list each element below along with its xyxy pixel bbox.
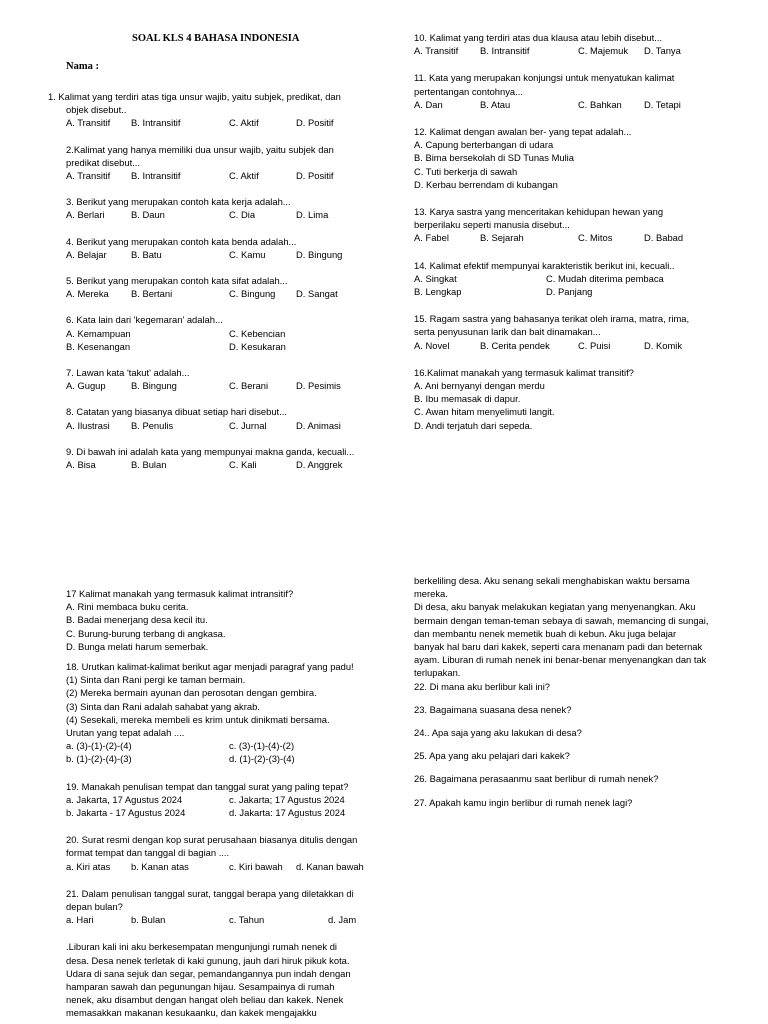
option: D. Animasi [296, 419, 341, 431]
question-text: 17 Kalimat manakah yang termasuk kalimat intransitif? [66, 588, 294, 599]
option-row [66, 913, 386, 926]
option: A. Belajar [66, 248, 107, 260]
essay-question: 23. Bagaimana suasana desa nenek? [414, 703, 572, 715]
option: A. Transitif [414, 45, 459, 57]
option: C. Aktif [229, 170, 259, 181]
option-row [414, 98, 744, 111]
question-text: berperilaku seperti manusia disebut... [414, 219, 570, 231]
option-row [414, 231, 744, 244]
option: A. Dan [414, 98, 443, 110]
option: D. Komik [644, 339, 683, 351]
right-top-questions [414, 31, 744, 432]
left-top-questions [48, 90, 378, 471]
option-row [48, 419, 378, 432]
left-bottom-questions [66, 587, 386, 1020]
option: b. (1)-(2)-(4)-(3) [66, 753, 132, 765]
option: A. Novel [414, 339, 450, 351]
question-text: 20. Surat resmi dengan kop surat perusahaan biasanya ditulis dengan [66, 834, 358, 846]
question-text: (3) Sinta dan Rani adalah sahabat yang akrab. [66, 700, 260, 712]
question-block [48, 405, 378, 431]
option: B. Lengkap [414, 285, 462, 297]
question-text: objek disebut.. [66, 104, 127, 116]
option-row [48, 169, 378, 182]
option: C. Majemuk [578, 45, 629, 57]
option: D. Pesimis [296, 380, 341, 392]
option-row [48, 287, 378, 300]
option: D. Bingung [296, 248, 343, 260]
question-text: predikat disebut... [66, 156, 141, 168]
option: B. Daun [131, 209, 165, 221]
question-text: serta penyusunan larik dan bait dinamakan... [414, 326, 601, 338]
question-text: 3. Berikut yang merupakan contoh kata kerja adalah... [66, 196, 291, 208]
essay-question: 27. Apakah kamu ingin berlibur di rumah nenek lagi? [414, 796, 633, 808]
question-text: (2) Mereka bermain ayunan dan perosotan dengan gembira. [66, 687, 317, 699]
option: B. Intransitif [131, 170, 181, 181]
option: D. Panjang [546, 285, 593, 297]
option: B. Penulis [131, 419, 174, 431]
question-19 [66, 780, 386, 820]
story-line: dan membantu nenek memetik buah di kebun. Aku juga belajar [414, 627, 677, 639]
option-row [414, 272, 744, 285]
option: C. Bahkan [578, 98, 622, 110]
story-line: .Liburan kali ini aku berkesempatan mengunjungi rumah nenek di [66, 941, 338, 953]
story-continuation [414, 574, 744, 680]
question-text: D. Kerbau berrendam di kubangan [414, 178, 558, 190]
option: A. Singkat [414, 272, 457, 284]
option: B. Bulan [131, 458, 167, 470]
option: C. Aktif [229, 117, 259, 129]
question-block [48, 90, 378, 130]
question-text: format tempat dan tanggal di bagian .... [66, 847, 230, 859]
option: C. Kebencian [229, 327, 286, 339]
question-text: A. Ani bernyanyi dengan merdu [414, 379, 545, 391]
question-text: 13. Karya sastra yang menceritakan kehidupan hewan yang [414, 206, 664, 217]
story-line: hamparan sawah dan pegunungan hijau. Sesampainya di rumah [66, 980, 335, 992]
question-text: B. Ibu memasak di dapur. [414, 393, 521, 405]
option: D. Babad [644, 232, 684, 244]
option: D. Lima [296, 209, 329, 221]
option: A. Gugup [66, 380, 106, 392]
question-block [48, 313, 378, 353]
question-block [414, 31, 744, 57]
option-row [48, 327, 378, 340]
option: D. Tetapi [644, 98, 681, 110]
question-text: C. Awan hitam menyelimuti langit. [414, 406, 555, 418]
question-block [414, 312, 744, 352]
story-passage [66, 940, 386, 1019]
option: d. Kanan bawah [296, 860, 364, 872]
option-row [66, 860, 386, 873]
question-block [414, 71, 744, 111]
option-row [48, 248, 378, 261]
question-block [48, 366, 378, 392]
essay-question: 22. Di mana aku berlibur kali ini? [414, 680, 551, 692]
question-text: D. Bunga melati harum semerbak. [66, 640, 209, 652]
option-row [48, 116, 378, 129]
story-line: terlupakan. [414, 667, 461, 679]
option: A. Transitif [66, 117, 111, 129]
question-text: 11. Kata yang merupakan konjungsi untuk menyatukan kalimat [414, 72, 675, 84]
question-block [414, 205, 744, 245]
question-text: 16.Kalimat manakah yang termasuk kalimat transitif? [414, 366, 634, 378]
question-block [414, 366, 744, 432]
option: B. Bertani [131, 288, 173, 300]
option: b. Bulan [131, 914, 166, 926]
story-line: mereka. [414, 588, 448, 600]
question-block [414, 259, 744, 299]
story-line: banyak hal baru dari kakek, seperti cara menanam padi dan beternak [414, 641, 703, 653]
question-text: 2.Kalimat yang hanya memiliki dua unsur wajib, yaitu subjek dan [66, 143, 334, 155]
question-text: C. Burung-burung terbang di angkasa. [66, 627, 226, 639]
option: c. (3)-(1)-(4)-(2) [229, 740, 295, 752]
question-20 [66, 833, 386, 873]
option-row [66, 739, 386, 752]
story-line: ayam. Liburan di rumah nenek ini benar-benar menyenangkan dan tak [414, 654, 707, 666]
question-block [48, 235, 378, 261]
option: c. Jakarta; 17 Agustus 2024 [229, 793, 345, 805]
option: C. Puisi [578, 339, 611, 351]
question-text: depan bulan? [66, 900, 123, 912]
option: B. Cerita pendek [480, 339, 550, 351]
right-bottom-section [414, 574, 744, 809]
question-text: D. Andi terjatuh dari sepeda. [414, 419, 533, 431]
story-line: nenek, aku disambut dengan hangat oleh beliau dan kakek. Nenek [66, 994, 344, 1006]
question-text: B. Bima bersekolah di SD Tunas Mulia [414, 152, 574, 164]
question-text: 6. Kata lain dari 'kegemaran' adalah... [66, 314, 223, 326]
option: B. Intransitif [131, 117, 181, 129]
question-text: 8. Catatan yang biasanya dibuat setiap hari disebut... [66, 406, 287, 418]
option: C. Mitos [578, 232, 613, 244]
option-row [48, 208, 378, 221]
option: C. Mudah diterima pembaca [546, 272, 664, 284]
option: D. Anggrek [296, 458, 343, 470]
story-line: desa. Desa nenek terletak di kaki gunung, jauh dari hiruk pikuk kota. [66, 954, 350, 966]
question-text: 5. Berikut yang merupakan contoh kata sifat adalah... [66, 274, 288, 286]
option: b. Kanan atas [131, 860, 189, 872]
option: C. Dia [229, 209, 256, 221]
question-text: 4. Berikut yang merupakan contoh kata benda adalah... [66, 235, 297, 247]
question-text: 12. Kalimat dengan awalan ber- yang tepat adalah... [414, 125, 632, 137]
question-text: 15. Ragam sastra yang bahasanya terikat oleh irama, matra, rima, [414, 313, 690, 325]
essay-question: 26. Bagaimana perasaanmu saat berlibur di rumah nenek? [414, 773, 659, 785]
question-text: 9. Di bawah ini adalah kata yang mempunyai makna ganda, kecuali... [66, 445, 355, 457]
option: a. (3)-(1)-(2)-(4) [66, 740, 132, 752]
option-row [414, 44, 744, 57]
question-block [48, 445, 378, 471]
option: A. Bisa [66, 458, 96, 470]
option: B. Bingung [131, 380, 177, 392]
option: C. Bingung [229, 288, 276, 300]
question-block [48, 195, 378, 221]
question-text: pertentangan contohnya... [414, 85, 523, 97]
option: D. Positif [296, 170, 334, 181]
question-text: (4) Sesekali, mereka membeli es krim untuk dinikmati bersama. [66, 713, 330, 725]
option: d. Jam [328, 914, 357, 926]
question-18 [66, 660, 386, 766]
option: B. Batu [131, 248, 162, 260]
question-text: (1) Sinta dan Rani pergi ke taman bermain. [66, 674, 246, 686]
option-row [414, 339, 744, 352]
question-block [48, 143, 378, 183]
option: a. Hari [66, 914, 94, 926]
option: A. Mereka [66, 288, 109, 300]
option-row [48, 379, 378, 392]
question-17 [66, 587, 386, 653]
option: c. Kiri bawah [229, 860, 283, 872]
name-label: Nama : [66, 61, 99, 72]
story-line: Udara di sana sejuk dan segar, pemandangannya pun indah dengan [66, 967, 351, 979]
essay-question: 25. Apa yang aku pelajari dari kakek? [414, 750, 570, 762]
option: b. Jakarta - 17 Agustus 2024 [66, 807, 186, 818]
option: D. Positif [296, 117, 334, 129]
option-row [414, 285, 744, 298]
option-row [66, 793, 386, 806]
option: B. Atau [480, 98, 511, 110]
question-text: 7. Lawan kata 'takut' adalah... [66, 366, 190, 378]
option: A. Berlari [66, 209, 105, 221]
story-line: berkeliling desa. Aku senang sekali menghabiskan waktu bersama [414, 575, 690, 586]
option: a. Kiri atas [66, 860, 111, 872]
option: A. Kemampuan [66, 327, 131, 339]
question-block [414, 125, 744, 191]
option: D. Sangat [296, 288, 338, 300]
question-text: B. Badai menerjang desa kecil itu. [66, 614, 208, 626]
option: B. Kesenangan [66, 340, 131, 352]
option: C. Berani [229, 380, 269, 392]
question-text: 19. Manakah penulisan tempat dan tanggal surat yang paling tepat? [66, 780, 349, 792]
option: a. Jakarta, 17 Agustus 2024 [66, 793, 183, 805]
option: d. (1)-(2)-(3)-(4) [229, 753, 295, 765]
option: A. Transitif [66, 170, 111, 181]
question-block [48, 274, 378, 300]
option-row [48, 340, 378, 353]
option: A. Ilustrasi [66, 419, 110, 431]
question-21 [66, 887, 386, 927]
option: c. Tahun [229, 914, 265, 926]
question-text: 18. Urutkan kalimat-kalimat berikut agar menjadi paragraf yang padu! [66, 661, 354, 673]
option: D. Tanya [644, 45, 681, 57]
option: D. Kesukaran [229, 340, 286, 352]
story-line: Di desa, aku banyak melakukan kegiatan yang menyenangkan. Aku [414, 601, 696, 613]
option-row [66, 752, 386, 765]
option-row [66, 806, 386, 819]
option: B. Intransitif [480, 45, 530, 57]
option: C. Kali [229, 458, 257, 470]
question-text: C. Tuti berkerja di sawah [414, 165, 518, 177]
question-text: 14. Kalimat efektif mempunyai karakteristik berikut ini, kecuali.. [414, 259, 675, 271]
question-text: Urutan yang tepat adalah .... [66, 727, 185, 739]
option: d. Jakarta: 17 Agustus 2024 [229, 807, 346, 818]
option: A. Fabel [414, 232, 449, 244]
question-text: 10. Kalimat yang terdiri atas dua klausa atau lebih disebut... [414, 32, 663, 43]
story-line: memasakkan makanan kesukaanku, dan kakek mengajakku [66, 1007, 317, 1019]
option: B. Sejarah [480, 232, 524, 244]
story-line: bermain dengan teman-teman sebaya di sawah, memancing di sungai, [414, 614, 709, 626]
option: C. Jurnal [229, 419, 267, 431]
question-text: 1. Kalimat yang terdiri atas tiga unsur wajib, yaitu subjek, predikat, dan [48, 91, 341, 102]
option: C. Kamu [229, 248, 266, 260]
question-text: A. Capung berterbangan di udara [414, 139, 554, 151]
page-title: SOAL KLS 4 BAHASA INDONESIA [132, 33, 300, 44]
question-text: 21. Dalam penulisan tanggal surat, tanggal berapa yang diletakkan di [66, 887, 354, 899]
question-text: A. Rini membaca buku cerita. [66, 601, 189, 613]
essay-question: 24.. Apa saja yang aku lakukan di desa? [414, 727, 582, 739]
option-row [48, 458, 378, 471]
